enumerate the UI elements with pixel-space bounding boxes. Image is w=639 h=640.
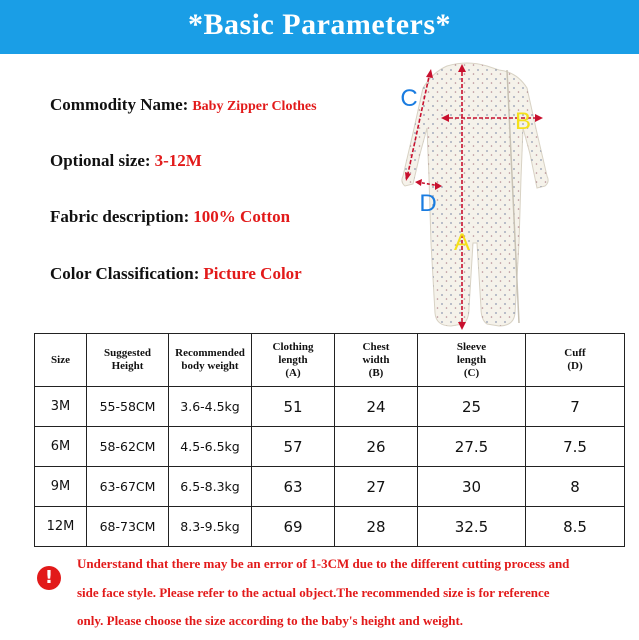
column-header-line: Chest bbox=[362, 340, 390, 353]
table-cell: 3M bbox=[35, 387, 87, 427]
table-cell: 12M bbox=[35, 507, 87, 547]
column-header bbox=[87, 334, 169, 387]
param-label: Optional size: bbox=[50, 151, 151, 170]
param-label: Color Classification: bbox=[50, 264, 200, 283]
table-cell: 51 bbox=[252, 387, 335, 427]
column-header-line: Suggested bbox=[103, 347, 152, 359]
table-cell: 9M bbox=[35, 467, 87, 507]
table-body bbox=[35, 387, 625, 547]
table-cell: 3.6-4.5kg bbox=[169, 387, 252, 427]
column-header bbox=[418, 334, 526, 387]
column-header bbox=[335, 334, 418, 387]
table-cell: 69 bbox=[252, 507, 335, 547]
param-label: Commodity Name: bbox=[50, 95, 189, 114]
column-header-line: length bbox=[278, 353, 308, 366]
param-value: Baby Zipper Clothes bbox=[192, 99, 317, 114]
param-value: 3-12M bbox=[154, 151, 202, 170]
table-cell: 6M bbox=[35, 427, 87, 467]
column-header-line: width bbox=[362, 353, 390, 366]
table-cell: 27.5 bbox=[418, 427, 526, 467]
table-cell: 32.5 bbox=[418, 507, 526, 547]
column-header bbox=[526, 334, 625, 387]
table-row bbox=[35, 467, 625, 507]
param-optional-size bbox=[50, 151, 202, 171]
label-d: D bbox=[419, 190, 437, 217]
notice-line-2: side face style. Please refer to the actual object.The recommended size is for reference bbox=[77, 585, 550, 600]
param-label: Fabric description: bbox=[50, 207, 190, 226]
table-cell: 63 bbox=[252, 467, 335, 507]
header-banner bbox=[0, 0, 639, 54]
column-header-line: (C) bbox=[463, 366, 480, 379]
table-cell: 55-58CM bbox=[87, 387, 169, 427]
column-header bbox=[169, 334, 252, 387]
warning-icon: ! bbox=[37, 566, 61, 590]
column-header-line: (D) bbox=[567, 360, 583, 372]
table-row bbox=[35, 427, 625, 467]
table-cell: 30 bbox=[418, 467, 526, 507]
notice-line-3: only. Please choose the size according to the baby's height and weight. bbox=[77, 613, 464, 628]
column-header-line: Cuff bbox=[564, 347, 586, 359]
column-header-line: Sleeve bbox=[456, 340, 487, 353]
table-cell: 4.5-6.5kg bbox=[169, 427, 252, 467]
param-value: 100% Cotton bbox=[193, 207, 291, 226]
table-header bbox=[35, 334, 625, 387]
table-cell: 8.3-9.5kg bbox=[169, 507, 252, 547]
column-header bbox=[35, 334, 87, 387]
table-cell: 7 bbox=[526, 387, 625, 427]
column-header-line: body weight bbox=[181, 360, 239, 372]
column-header-line: Size bbox=[51, 353, 70, 366]
label-b: B bbox=[514, 108, 532, 135]
table-cell: 26 bbox=[335, 427, 418, 467]
table-cell: 24 bbox=[335, 387, 418, 427]
column-header-line: Clothing bbox=[272, 340, 314, 353]
table-cell: 8.5 bbox=[526, 507, 625, 547]
table-header-row bbox=[35, 334, 625, 387]
param-fabric bbox=[50, 207, 290, 227]
param-commodity-name bbox=[50, 95, 317, 115]
label-c: C bbox=[400, 85, 418, 112]
size-table bbox=[34, 333, 625, 547]
table-cell: 58-62CM bbox=[87, 427, 169, 467]
param-value: Picture Color bbox=[203, 264, 302, 283]
table-cell: 6.5-8.3kg bbox=[169, 467, 252, 507]
table-row bbox=[35, 507, 625, 547]
table-cell: 63-67CM bbox=[87, 467, 169, 507]
column-header-line: Recommended bbox=[175, 347, 245, 359]
garment-measurement-diagram bbox=[395, 58, 610, 336]
table-row bbox=[35, 387, 625, 427]
column-header-line: length bbox=[456, 353, 487, 366]
table-cell: 28 bbox=[335, 507, 418, 547]
column-header-line: (B) bbox=[368, 366, 384, 379]
table-cell: 57 bbox=[252, 427, 335, 467]
page-title: *Basic Parameters* bbox=[187, 8, 452, 41]
param-color bbox=[50, 264, 302, 284]
column-header bbox=[252, 334, 335, 387]
notice-line-1: Understand that there may be an error of 1-3CM due to the different cutting process and bbox=[77, 556, 570, 571]
table-cell: 25 bbox=[418, 387, 526, 427]
table-cell: 8 bbox=[526, 467, 625, 507]
label-a: A bbox=[453, 229, 471, 256]
column-header-line: Height bbox=[111, 360, 144, 372]
column-header-line: (A) bbox=[285, 366, 301, 379]
table-cell: 7.5 bbox=[526, 427, 625, 467]
table-cell: 68-73CM bbox=[87, 507, 169, 547]
table-cell: 27 bbox=[335, 467, 418, 507]
